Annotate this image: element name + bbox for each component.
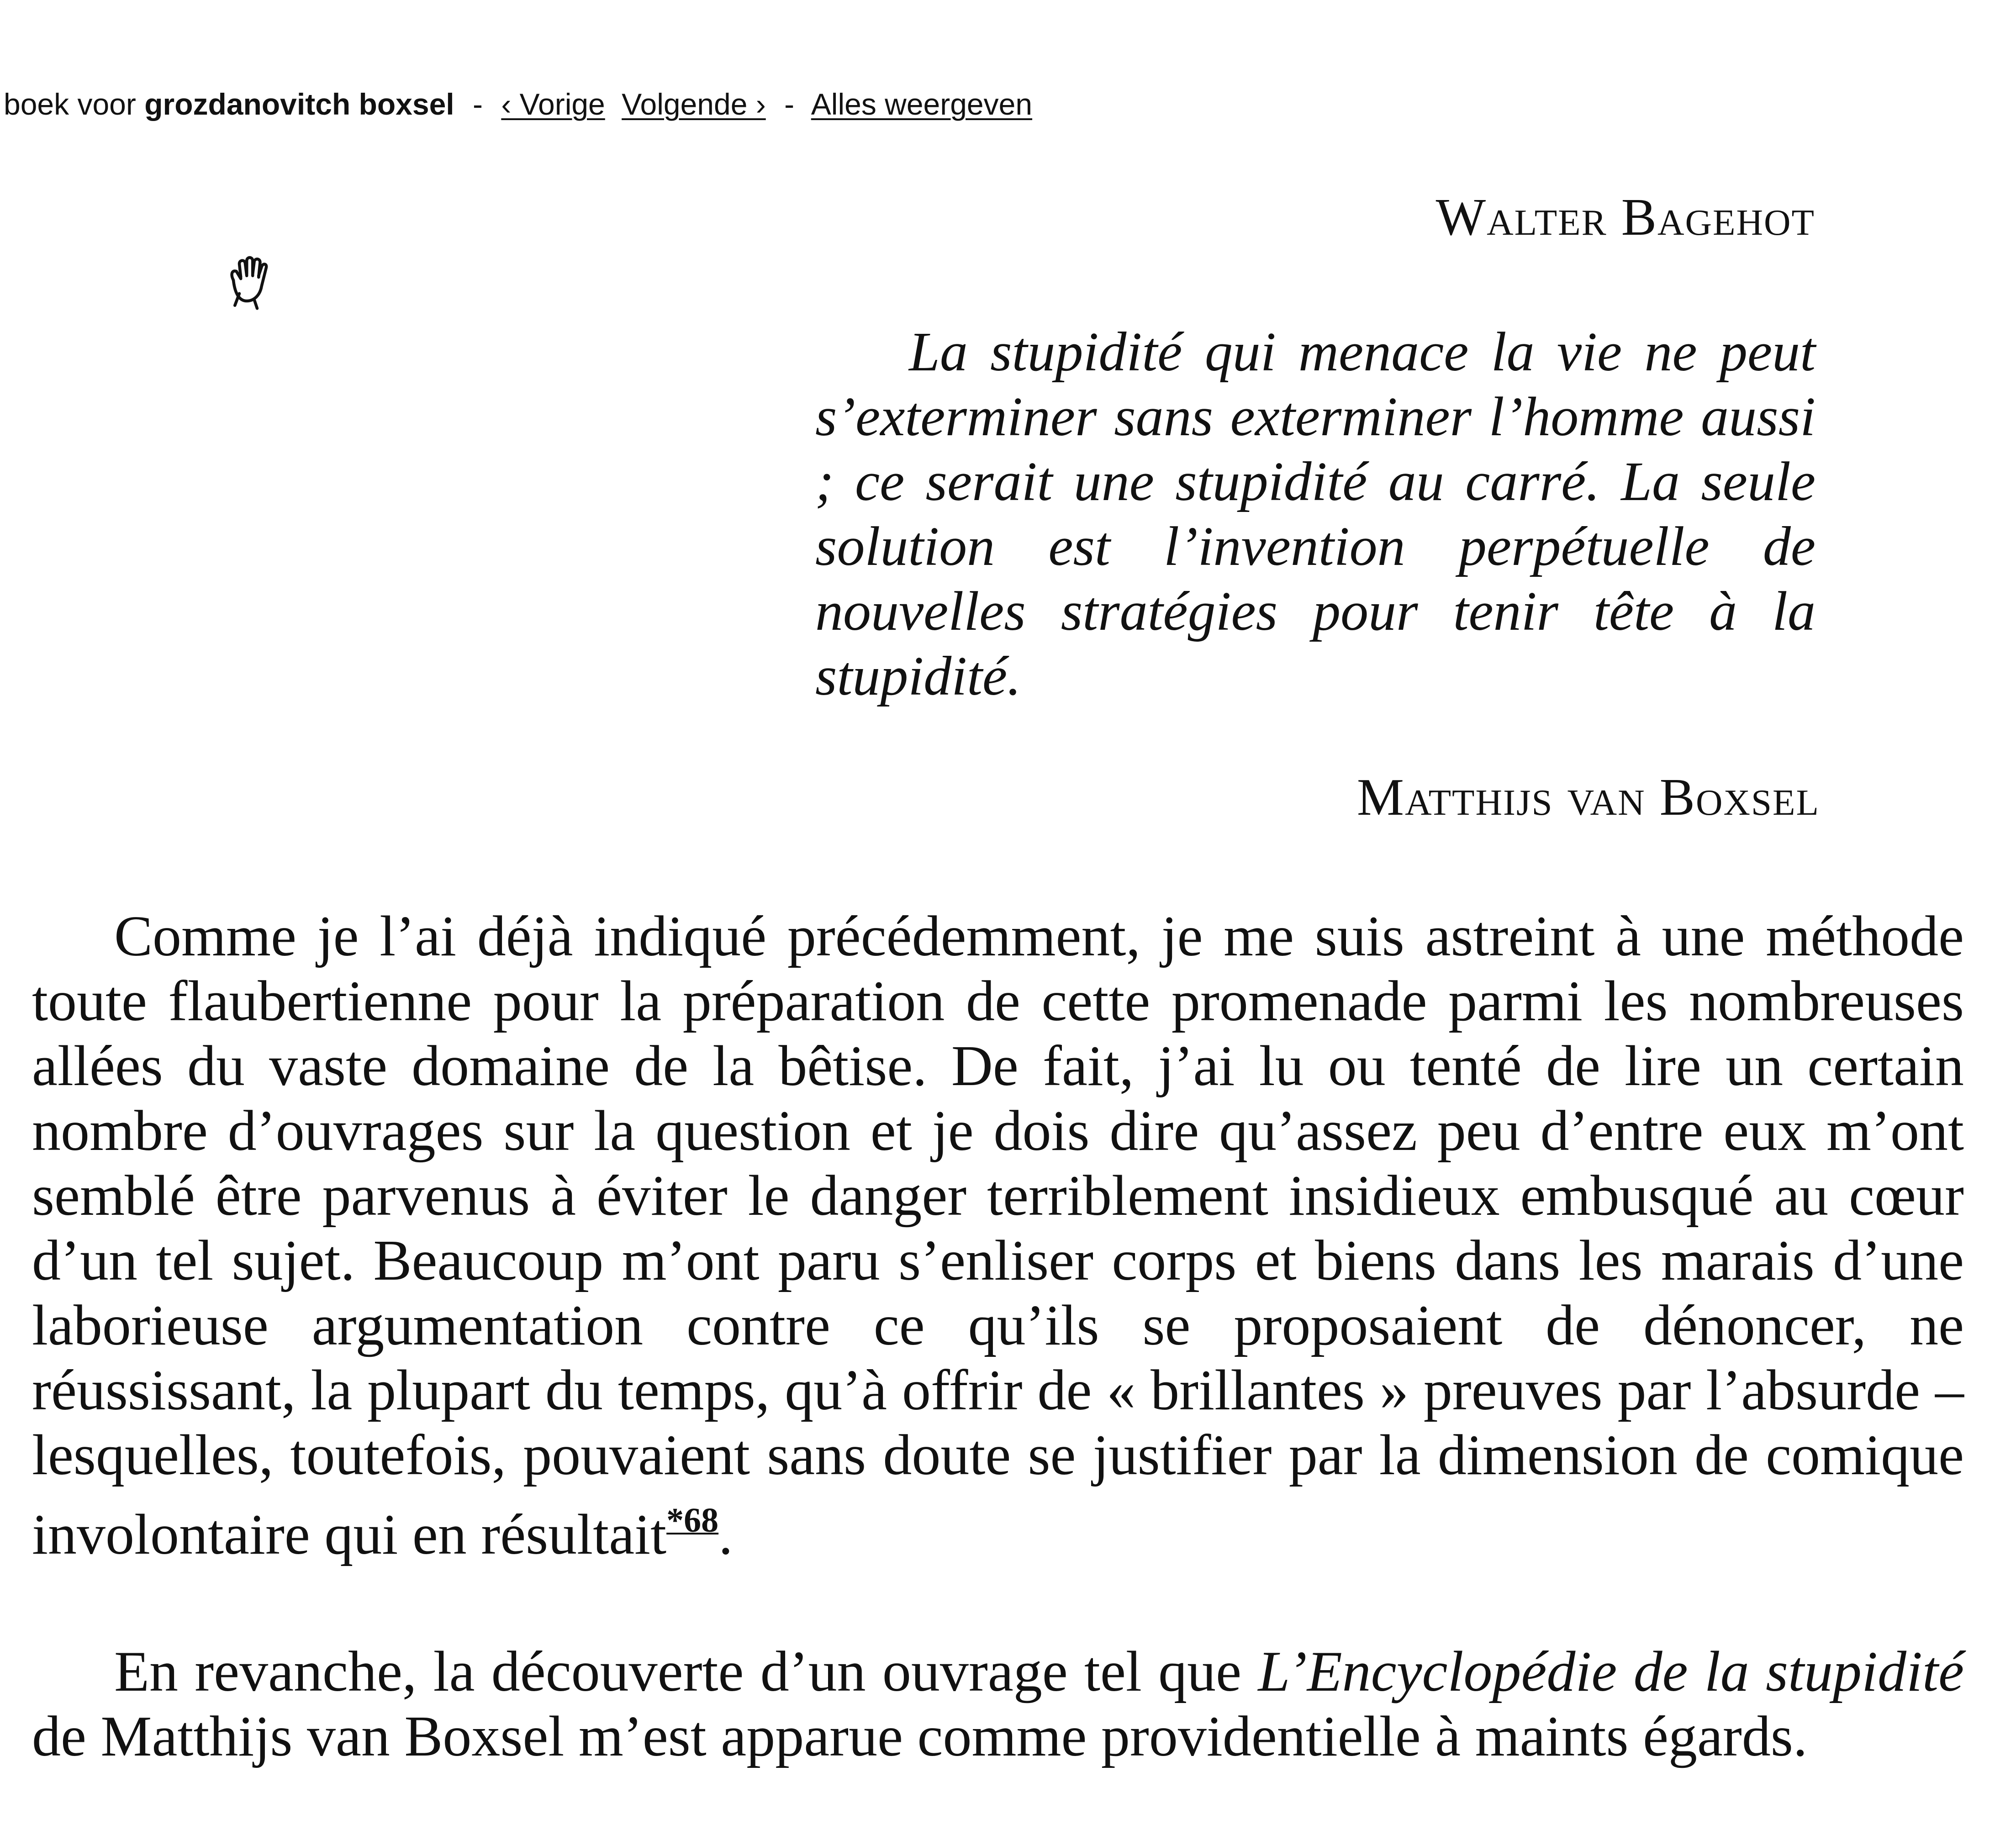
paragraph-punctuation: .: [718, 1503, 733, 1566]
nav-search-query: grozdanovitch boxsel: [144, 87, 454, 121]
paragraph-text: Comme je l’ai déjà indiqué précédemment, je me suis astreint à une méthode toute flaubertienne pour la préparation de cette promenade parmi les nombreuses allées du vaste domaine de la bêtise. De fait, j’ai lu ou tenté de lire un certain nombre d’ouvrages sur la question et je dois dire qu’assez peu d’entre eux m’ont semblé être parvenus à éviter le danger terriblement insidieux embusqué au cœur d’un tel sujet. Beaucoup m’ont paru s’enliser corps et biens dans les marais d’une laborieuse argumentation contre ce qu’ils se proposaient de dénoncer, ne réussissant, la plupart du temps, qu’à offrir de « brillantes » preuves par l’absurde – lesquelles, toutefois, pouvaient sans doute se justifier par la dimension de comique involontaire qui en résultait: [32, 905, 1964, 1566]
footnote-link[interactable]: *68: [666, 1501, 719, 1540]
nav-separator: -: [784, 87, 795, 121]
epigraph-quote: La stupidité qui menace la vie ne peut s’exterminer sans exterminer l’homme aussi ; ce serait une stupidité au carré. La seule solution est l’invention perpétuelle de nouvelles stratégies pour tenir tête à la stupidité.: [815, 321, 1815, 707]
previous-link[interactable]: ‹ Vorige: [501, 87, 605, 121]
paragraph-text: En revanche, la découverte d’un ouvrage tel que: [114, 1640, 1258, 1703]
epigraph-author: Walter Bagehot: [1435, 188, 1815, 247]
top-navigation: [4, 87, 1032, 121]
paragraph: [32, 1640, 1964, 1769]
paragraph: [32, 904, 1964, 1567]
hand-cursor-icon: [222, 253, 281, 313]
nav-prefix: boek voor: [4, 87, 136, 121]
paragraph-text: de Matthijs van Boxsel m’est apparue comme providentielle à maints égards.: [32, 1705, 1808, 1768]
show-all-link[interactable]: Alles weergeven: [811, 87, 1033, 121]
quote-author: Matthijs van Boxsel: [1356, 768, 1820, 827]
book-title: L’Encyclopédie de la stupidité: [1258, 1640, 1964, 1703]
nav-separator: -: [472, 87, 483, 121]
next-link[interactable]: Volgende ›: [622, 87, 766, 121]
